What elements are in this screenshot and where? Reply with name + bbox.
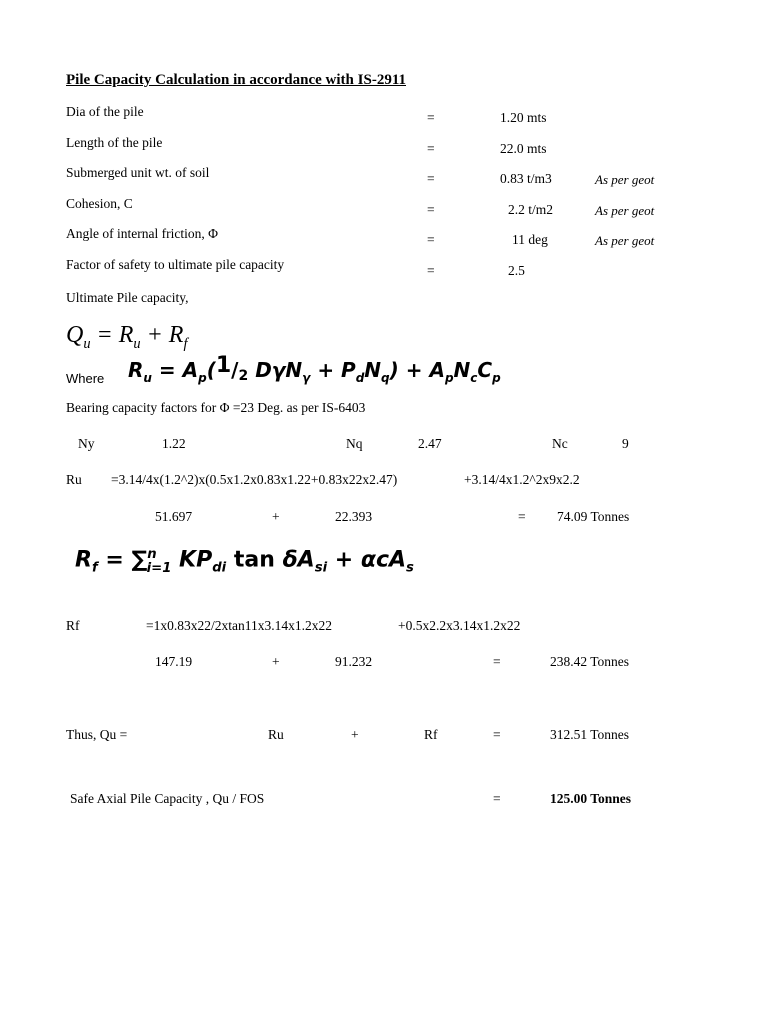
nc-label: Nc xyxy=(552,436,568,451)
thus-equals: = xyxy=(493,727,501,742)
rf-expression-2: +0.5x2.2x3.14x1.2x22 xyxy=(398,618,521,633)
param-label-unit-wt: Submerged unit wt. of soil xyxy=(66,165,210,180)
param-note-friction: As per geot xyxy=(595,233,655,248)
param-note-cohesion: As per geot xyxy=(595,203,655,218)
qu-total: 312.51 Tonnes xyxy=(550,727,630,742)
param-label-dia: Dia of the pile xyxy=(66,104,144,119)
thus-plus: + xyxy=(351,727,359,742)
nq-value: 2.47 xyxy=(418,436,442,451)
param-note-unit-wt: As per geot xyxy=(595,172,655,187)
ru-expression-2: +3.14/4x1.2^2x9x2.2 xyxy=(464,472,580,487)
safe-capacity-total: 125.00 Tonnes xyxy=(550,791,632,806)
thus-rf: Rf xyxy=(424,727,438,742)
document-title: Pile Capacity Calculation in accordance with IS-2911 xyxy=(66,72,406,88)
param-label-length: Length of the pile xyxy=(66,135,163,150)
ny-label: Ny xyxy=(78,436,95,451)
param-eq-unit-wt: = xyxy=(427,171,435,186)
rf-equals: = xyxy=(493,654,501,669)
rf-total: 238.42 Tonnes xyxy=(550,654,630,669)
where-label: Where xyxy=(66,371,105,386)
param-eq-dia: = xyxy=(427,110,435,125)
param-eq-length: = xyxy=(427,141,435,156)
qu-equation: $Q_u = R_u + R_f$ xyxy=(66,322,188,352)
param-value-unit-wt: 0.83 t/m3 xyxy=(500,171,552,186)
rf-formula: $R_f = \sum^n_{i=1}$ $KP_{di}$ $\tan \delta A_{si} + \alpha cA_s$ xyxy=(75,547,414,576)
rf-plus: + xyxy=(272,654,280,669)
ru-plus: + xyxy=(272,509,280,524)
safe-capacity-label: Safe Axial Pile Capacity , Qu / FOS xyxy=(70,791,265,806)
param-value-friction: 11 deg xyxy=(512,232,548,247)
ru-equals: = xyxy=(518,509,526,524)
param-value-fos: 2.5 xyxy=(508,263,525,278)
ru-value-1: 51.697 xyxy=(155,509,193,524)
nc-value: 9 xyxy=(622,436,629,451)
param-label-fos: Factor of safety to ultimate pile capacity xyxy=(66,257,285,272)
ny-value: 1.22 xyxy=(162,436,186,451)
ru-label: Ru xyxy=(66,472,82,487)
rf-expression: =1x0.83x22/2xtan11x3.14x1.2x22 xyxy=(146,618,332,633)
param-label-friction: Angle of internal friction, Φ xyxy=(66,226,218,241)
thus-qu-label: Thus, Qu = xyxy=(66,727,128,742)
param-value-cohesion: 2.2 t/m2 xyxy=(508,202,554,217)
rf-value-2: 91.232 xyxy=(335,654,373,669)
param-value-dia: 1.20 mts xyxy=(500,110,547,125)
nq-label: Nq xyxy=(346,436,363,451)
rf-value-1: 147.19 xyxy=(155,654,193,669)
rf-label: Rf xyxy=(66,618,80,633)
ru-expression: =3.14/4x(1.2^2)x(0.5x1.2x0.83x1.22+0.83x22x2.47) xyxy=(111,472,398,487)
bearing-capacity-label: Bearing capacity factors for Φ =23 Deg. as per IS-6403 xyxy=(66,400,366,415)
thus-ru: Ru xyxy=(268,727,284,742)
param-eq-friction: = xyxy=(427,232,435,247)
param-label-cohesion: Cohesion, C xyxy=(66,196,133,211)
param-eq-cohesion: = xyxy=(427,202,435,217)
safe-capacity-equals: = xyxy=(493,791,501,806)
ru-value-2: 22.393 xyxy=(335,509,373,524)
ru-formula: $R_u = A_p(1/2$ $D\gamma N_\gamma + P_dN_q) + A_pN_cC_p$ xyxy=(128,353,501,385)
param-eq-fos: = xyxy=(427,263,435,278)
ultimate-capacity-label: Ultimate Pile capacity, xyxy=(66,290,189,305)
ru-total: 74.09 Tonnes xyxy=(557,509,630,524)
param-value-length: 22.0 mts xyxy=(500,141,547,156)
